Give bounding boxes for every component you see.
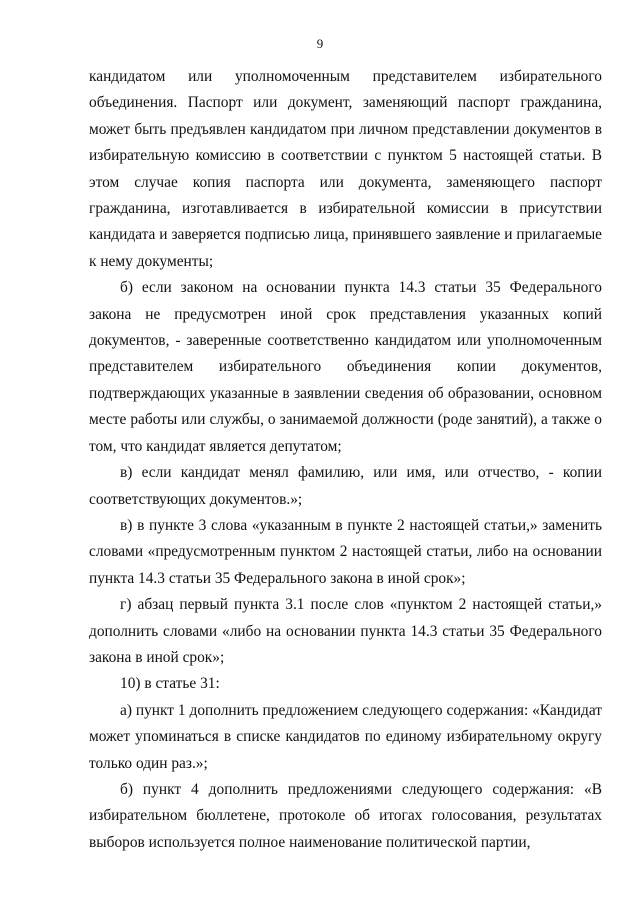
paragraph-item-b-point-4: б) пункт 4 дополнить предложениями следующего содержания: «В избирательном бюллетене, протоколе об итогах голосования, результатах выборов используется полное наименование политической партии, (89, 780, 602, 851)
paragraph-item-v-point-3: в) в пункте 3 слова «указанным в пункте 2 настоящей статьи,» заменить словами «предусмотренным пунктом 2 настоящей статьи, либо на основании пункта 14.3 статьи 35 Федерального закона в иной срок»; (89, 516, 602, 587)
paragraph-item-a: а) пункт 1 дополнить предложением следующего содержания: «Кандидат может упоминаться в списке кандидатов по единому избирательному округу только один раз.»; (89, 701, 602, 772)
page-number: 9 (316, 36, 324, 51)
paragraph-item-v: в) если кандидат менял фамилию, или имя, или отчество, - копии соответствующих документов.»; (89, 464, 602, 508)
paragraph-continuation: кандидатом или уполномоченным представителем избирательного объединения. Паспорт или документ, заменяющий паспорт гражданина, может быть предъявлен кандидатом при личном представлении документов в избирательную комиссию в соответствии с пунктом 5 настоящей статьи. В этом случае копия паспорта или документа, заменяющего паспорт гражданина, изготавливается в избирательной комиссии в присутствии кандидата и заверяется подписью лица, принявшего заявление и прилагаемые к нему документы; (89, 68, 602, 270)
paragraph-item-g: г) абзац первый пункта 3.1 после слов «пунктом 2 настоящей статьи,» дополнить словами «либо на основании пункта 14.3 статьи 35 Федерального закона в иной срок»; (89, 596, 602, 666)
paragraph-item-b: б) если законом на основании пункта 14.3 статьи 35 Федерального закона не предусмотрен иной срок представления указанных копий документов, - заверенные соответственно кандидатом или уполномоченным представителем избирательного объединения копии документов, подтверждающих указанные в заявлении сведения об образовании, основном месте работы или службы, о занимаемой должности (роде занятий), а также о том, что кандидат является депутатом; (89, 279, 602, 455)
document-body (89, 64, 602, 856)
paragraph-item-10: 10) в статье 31: (120, 675, 220, 693)
